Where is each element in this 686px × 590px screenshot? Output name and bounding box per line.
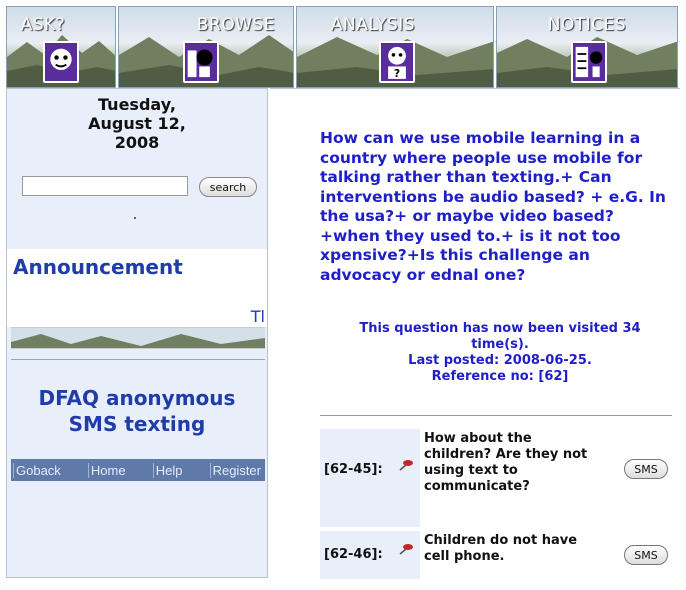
answer-text-line: using text to [424,463,518,478]
announcement-title: Announcement [13,255,183,279]
nav-tab-browse-label: BROWSE [196,15,276,35]
nav-tab-analysis-label: ANALYSIS [330,15,416,35]
nav-tab-ask-label: ASK? [20,15,66,35]
answer-ref: [62-45]: [324,462,383,477]
nav-tab-ask[interactable] [6,6,116,88]
answer-item [320,531,672,579]
answer-ref: [62-46]: [324,547,383,562]
answer-text [424,533,614,565]
visit-line-2: time(s). [471,337,529,352]
announcement-ticker[interactable]: Tl [250,307,265,326]
answer-text-line: How about the [424,431,532,446]
answer-item [320,429,672,527]
reference-number: Reference no: [62] [431,369,569,384]
nav-tab-analysis[interactable] [296,6,494,88]
top-nav-banner [6,6,680,88]
nav-tab-browse[interactable] [118,6,294,88]
analysis-face-icon [379,41,415,83]
answer-text-line: Children do not have [424,533,578,548]
search-input[interactable] [22,176,188,196]
dfaq-line-1: DFAQ anonymous [38,386,236,410]
goback-link[interactable]: Goback [13,463,63,478]
sidebar [6,88,268,578]
ask-face-icon [43,41,79,83]
question-text: How can we use mobile learning in a country where people use mobile for talking rather than texting.+ Can interventions be audio based? + e.G. In the usa?+ or maybe video based?+when they used to.+ is it not too xpensive?+Is this challenge an advocacy or ednal one? [320,129,666,284]
answer-text [424,431,614,495]
help-link[interactable]: Help [153,463,185,478]
nav-tab-notices[interactable] [496,6,678,88]
announcement-box [7,249,267,327]
sms-button[interactable]: SMS [624,545,668,565]
visit-line-1: This question has now been visited 34 [359,321,641,336]
browse-face-icon [183,41,219,83]
notices-face-icon [571,41,607,83]
main-content [270,88,680,578]
search-button[interactable]: search [199,177,257,197]
register-link[interactable]: Register [210,463,263,478]
answer-ref-cell [320,429,420,527]
sidebar-divider [11,359,265,360]
divider-dot [134,217,136,219]
last-posted: Last posted: 2008-06-25. [408,353,592,368]
date-line-1: Tuesday, [98,95,176,114]
sidebar-link-bar [11,459,265,481]
answer-text-line: children? Are they not [424,447,588,462]
pin-icon [398,459,414,471]
answer-text-line: communicate? [424,479,530,494]
answers-divider [320,415,672,416]
dfaq-line-2: SMS texting [68,412,206,436]
home-link[interactable]: Home [88,463,128,478]
pin-icon [398,543,414,555]
visit-info [330,321,670,385]
date-line-3: 2008 [114,133,160,152]
dfaq-title [7,385,267,437]
sms-button[interactable]: SMS [624,459,668,479]
svg-text:?: ? [393,67,401,81]
current-date [7,95,267,152]
date-line-2: August 12, [88,114,186,133]
nav-tab-notices-label: NOTICES [547,15,627,35]
answer-text-line: cell phone. [424,549,505,564]
landscape-strip [11,327,265,349]
